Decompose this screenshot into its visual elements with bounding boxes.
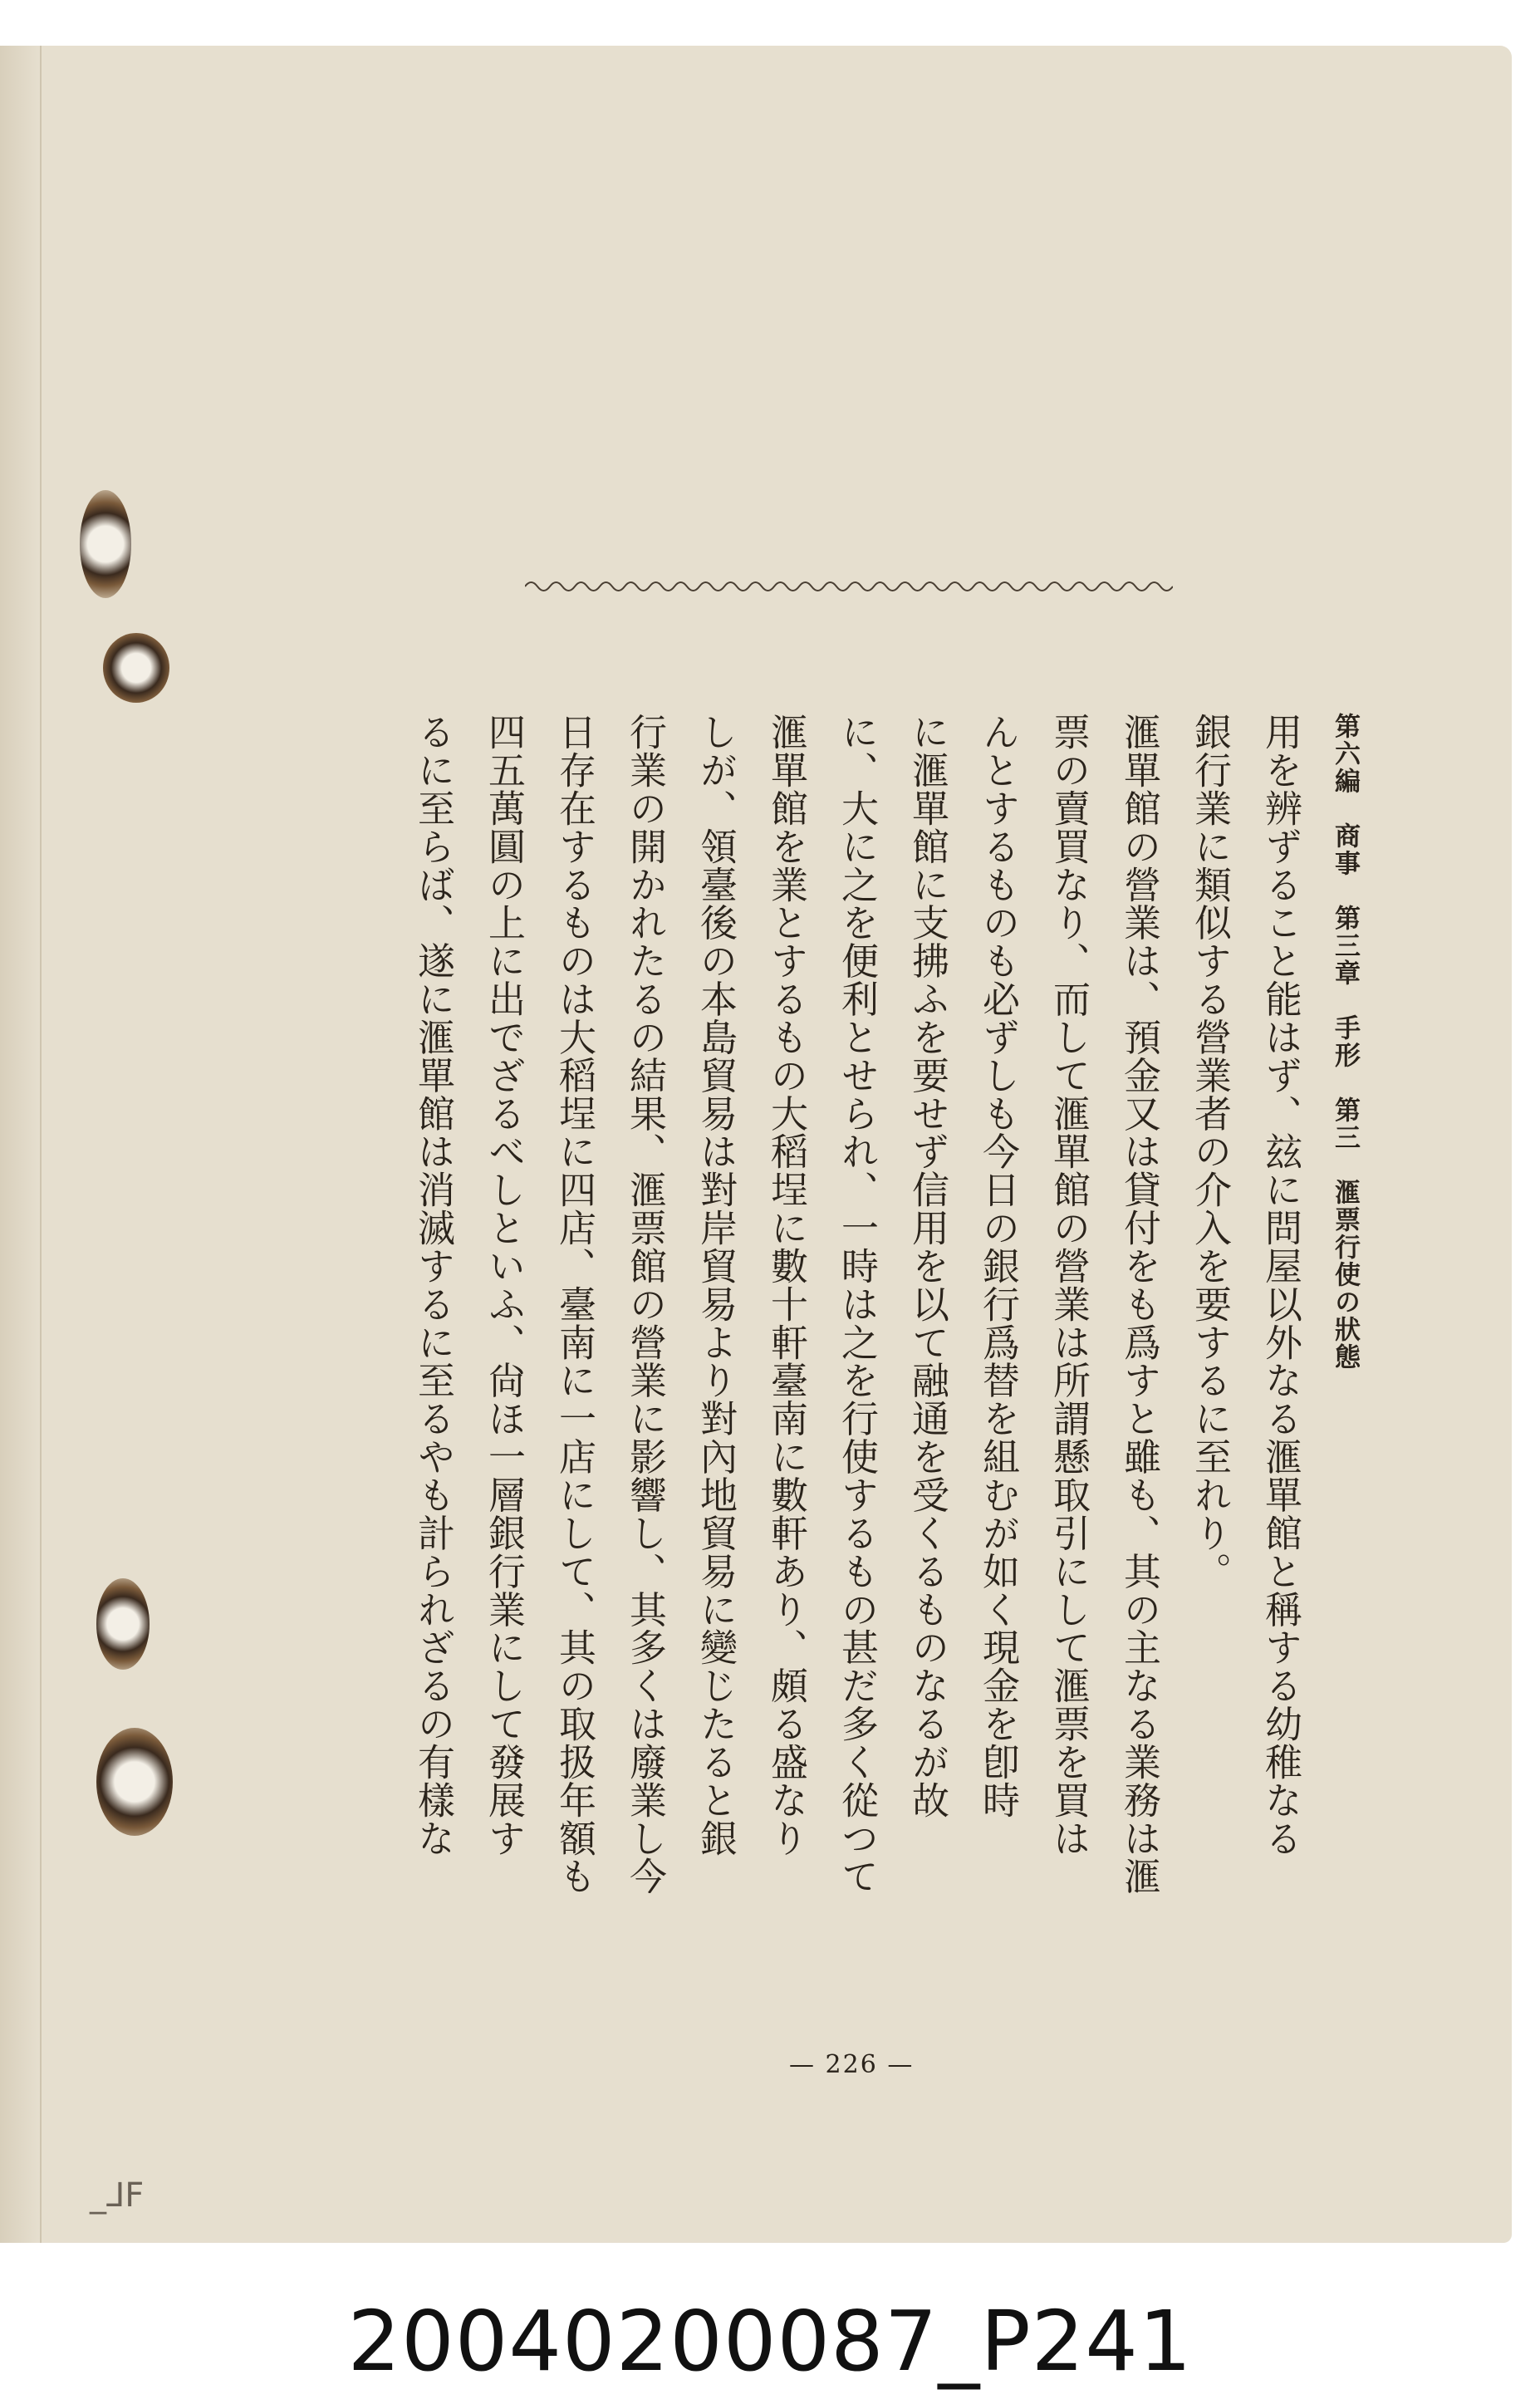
body-line-7: に、大に之を便利とせられ、一時は之を行使するもの甚だ多く從つて (835, 713, 879, 1896)
body-line-6: に滙單館に支拂ふを要せず信用を以て融通を受くるものなるが故 (905, 713, 949, 1819)
decorative-wave-rule (525, 576, 1173, 596)
body-line-3: 滙單館の營業は、預金又は貸付をも爲すと雖も、其の主なる業務は滙 (1117, 713, 1161, 1896)
binding-hole-3 (96, 1578, 150, 1670)
binding-hole-4 (96, 1728, 173, 1836)
archive-id-caption: 20040200087_P241 (347, 2293, 1193, 2390)
body-line-5: んとするものも必ずしも今日の銀行爲替を組むが如く現金を卽時 (976, 713, 1020, 1819)
running-header: 第六編 商事 第三章 手形 第三 滙票行使の狀態 (1330, 713, 1360, 1371)
body-line-1: 用を辨ずること能はず、玆に問屋以外なる滙單館と稱する幼稚なる (1258, 713, 1302, 1857)
body-line-12: 四五萬圓の上に出でざるべしといふ、尙ほ一層銀行業にして發展す (482, 713, 526, 1857)
binding-hole-2 (103, 633, 169, 703)
vertical-text-block (398, 713, 1374, 2025)
margin-mark: _⅃F (90, 2176, 145, 2215)
body-line-9: しが、領臺後の本島貿易は對岸貿易より對內地貿易に變じたると銀 (694, 713, 738, 1857)
body-line-8: 滙單館を業とするもの大稻埕に數十軒臺南に數軒あり、頗る盛なり (764, 713, 808, 1857)
body-line-4: 票の賣買なり、而して滙單館の營業は所謂懸取引にして滙票を買は (1047, 713, 1091, 1857)
body-line-11: 日存在するものは大稻埕に四店、臺南に一店にして、其の取扱年額も (552, 713, 596, 1896)
page-spine (0, 46, 42, 2243)
body-line-2: 銀行業に類似する營業者の介入を要するに至れり。 (1188, 713, 1232, 1591)
binding-hole-1 (80, 490, 131, 598)
page-number: — 226 — (789, 2050, 915, 2079)
body-line-10: 行業の開かれたるの結果、滙票館の營業に影響し、其多くは廢業し今 (623, 713, 667, 1896)
body-line-13: るに至らば、遂に滙單館は消滅するに至るやも計られざるの有樣な (411, 713, 455, 1857)
